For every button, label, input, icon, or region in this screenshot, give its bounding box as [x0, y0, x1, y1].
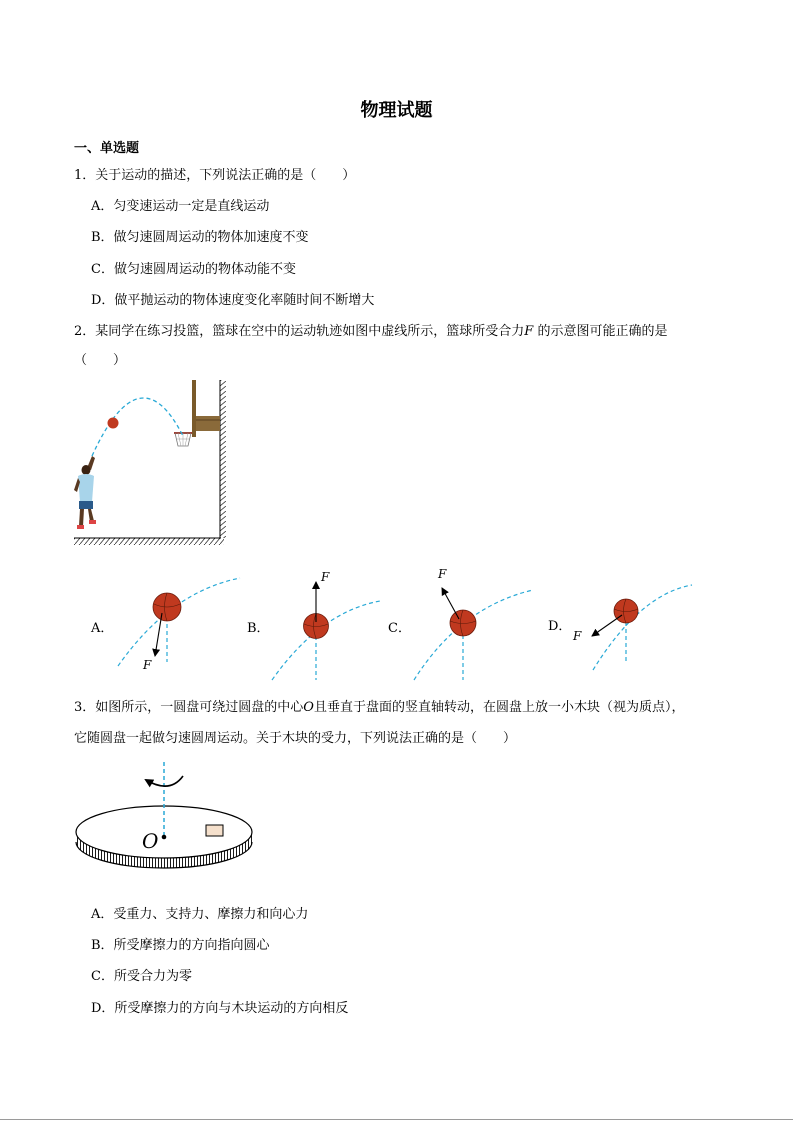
option-b-diagram[interactable] [247, 570, 380, 680]
option-d-force-label: F [573, 629, 582, 643]
option-c-trajectory [414, 590, 533, 680]
wall-hatching [220, 380, 226, 538]
option-c-diagram[interactable] [388, 567, 533, 680]
question-1-option-b[interactable]: B．做匀速圆周运动的物体加速度不变 [91, 230, 309, 245]
backboard [192, 380, 196, 437]
question-3-stem [74, 696, 684, 715]
question-1-stem: 1．关于运动的描述，下列说法正确的是（ ） [74, 168, 356, 183]
option-c-force-arrow [442, 588, 459, 619]
question-2-force-var: F [524, 324, 534, 339]
question-3-stem-part1: 3．如图所示，一圆盘可绕过圆盘的中心 [74, 700, 304, 715]
page-bottom-border [0, 1119, 793, 1120]
option-a-force-label: F [143, 658, 152, 672]
section-heading: 一、单选题 [74, 141, 140, 156]
question-3-center-var: O [303, 700, 314, 715]
question-2-stem-line2: （ ） [74, 353, 127, 368]
page-title: 物理试题 [360, 100, 433, 121]
option-c-ball [450, 610, 476, 636]
ground-hatching [74, 538, 224, 545]
question-2-stem [74, 320, 667, 339]
question-2-stem-part1: 2．某同学在练习投篮，篮球在空中的运动轨迹如图中虚线所示，篮球所受合力 [74, 324, 525, 339]
disk-center-label: O [142, 829, 159, 853]
question-1-option-a[interactable]: A．匀变速运动一定是直线运动 [91, 199, 270, 214]
option-d-ball [614, 599, 638, 623]
option-d-label: D． [548, 619, 572, 634]
option-a-diagram[interactable] [90, 578, 240, 672]
backboard-bracket [196, 416, 220, 431]
option-d-trajectory [593, 585, 692, 670]
option-d-force-arrow [592, 615, 622, 636]
wooden-block [206, 825, 223, 836]
option-c-label: C． [388, 621, 411, 636]
player-figure [74, 456, 96, 529]
question-3-option-d[interactable]: D．所受摩擦力的方向与木块运动的方向相反 [91, 1001, 349, 1016]
question-2-stem-part2: 的示意图可能正确的是 [537, 324, 668, 339]
basketball-scene-figure [70, 376, 230, 550]
option-b-label: B． [247, 621, 270, 636]
ball-trajectory [92, 398, 183, 456]
option-a-label: A． [91, 621, 114, 636]
question-3-option-c[interactable]: C．所受合力为零 [91, 969, 192, 984]
question-1-option-c[interactable]: C．做匀速圆周运动的物体动能不变 [91, 262, 296, 277]
option-a-force-arrow [155, 613, 162, 656]
basketball [108, 418, 119, 429]
question-3-option-a[interactable]: A．受重力、支持力、摩擦力和向心力 [91, 907, 309, 922]
force-options-figure [80, 562, 720, 684]
disk-center-point [162, 835, 167, 840]
option-c-force-label: F [438, 567, 447, 581]
option-b-trajectory [272, 601, 380, 680]
option-d-diagram[interactable] [548, 585, 692, 670]
rotating-disk-figure [70, 756, 265, 878]
question-3-option-b[interactable]: B．所受摩擦力的方向指向圆心 [91, 938, 270, 953]
question-3-stem-part2: 且垂直于盘面的竖直轴转动，在圆盘上放一小木块（视为质点）， [313, 700, 685, 715]
option-b-force-label: F [321, 570, 330, 584]
option-a-trajectory [118, 578, 240, 666]
question-1-option-d[interactable]: D．做平抛运动的物体速度变化率随时间不断增大 [91, 293, 375, 308]
question-3-stem-line2: 它随圆盘一起做匀速圆周运动。关于木块的受力，下列说法正确的是（ ） [74, 731, 517, 746]
